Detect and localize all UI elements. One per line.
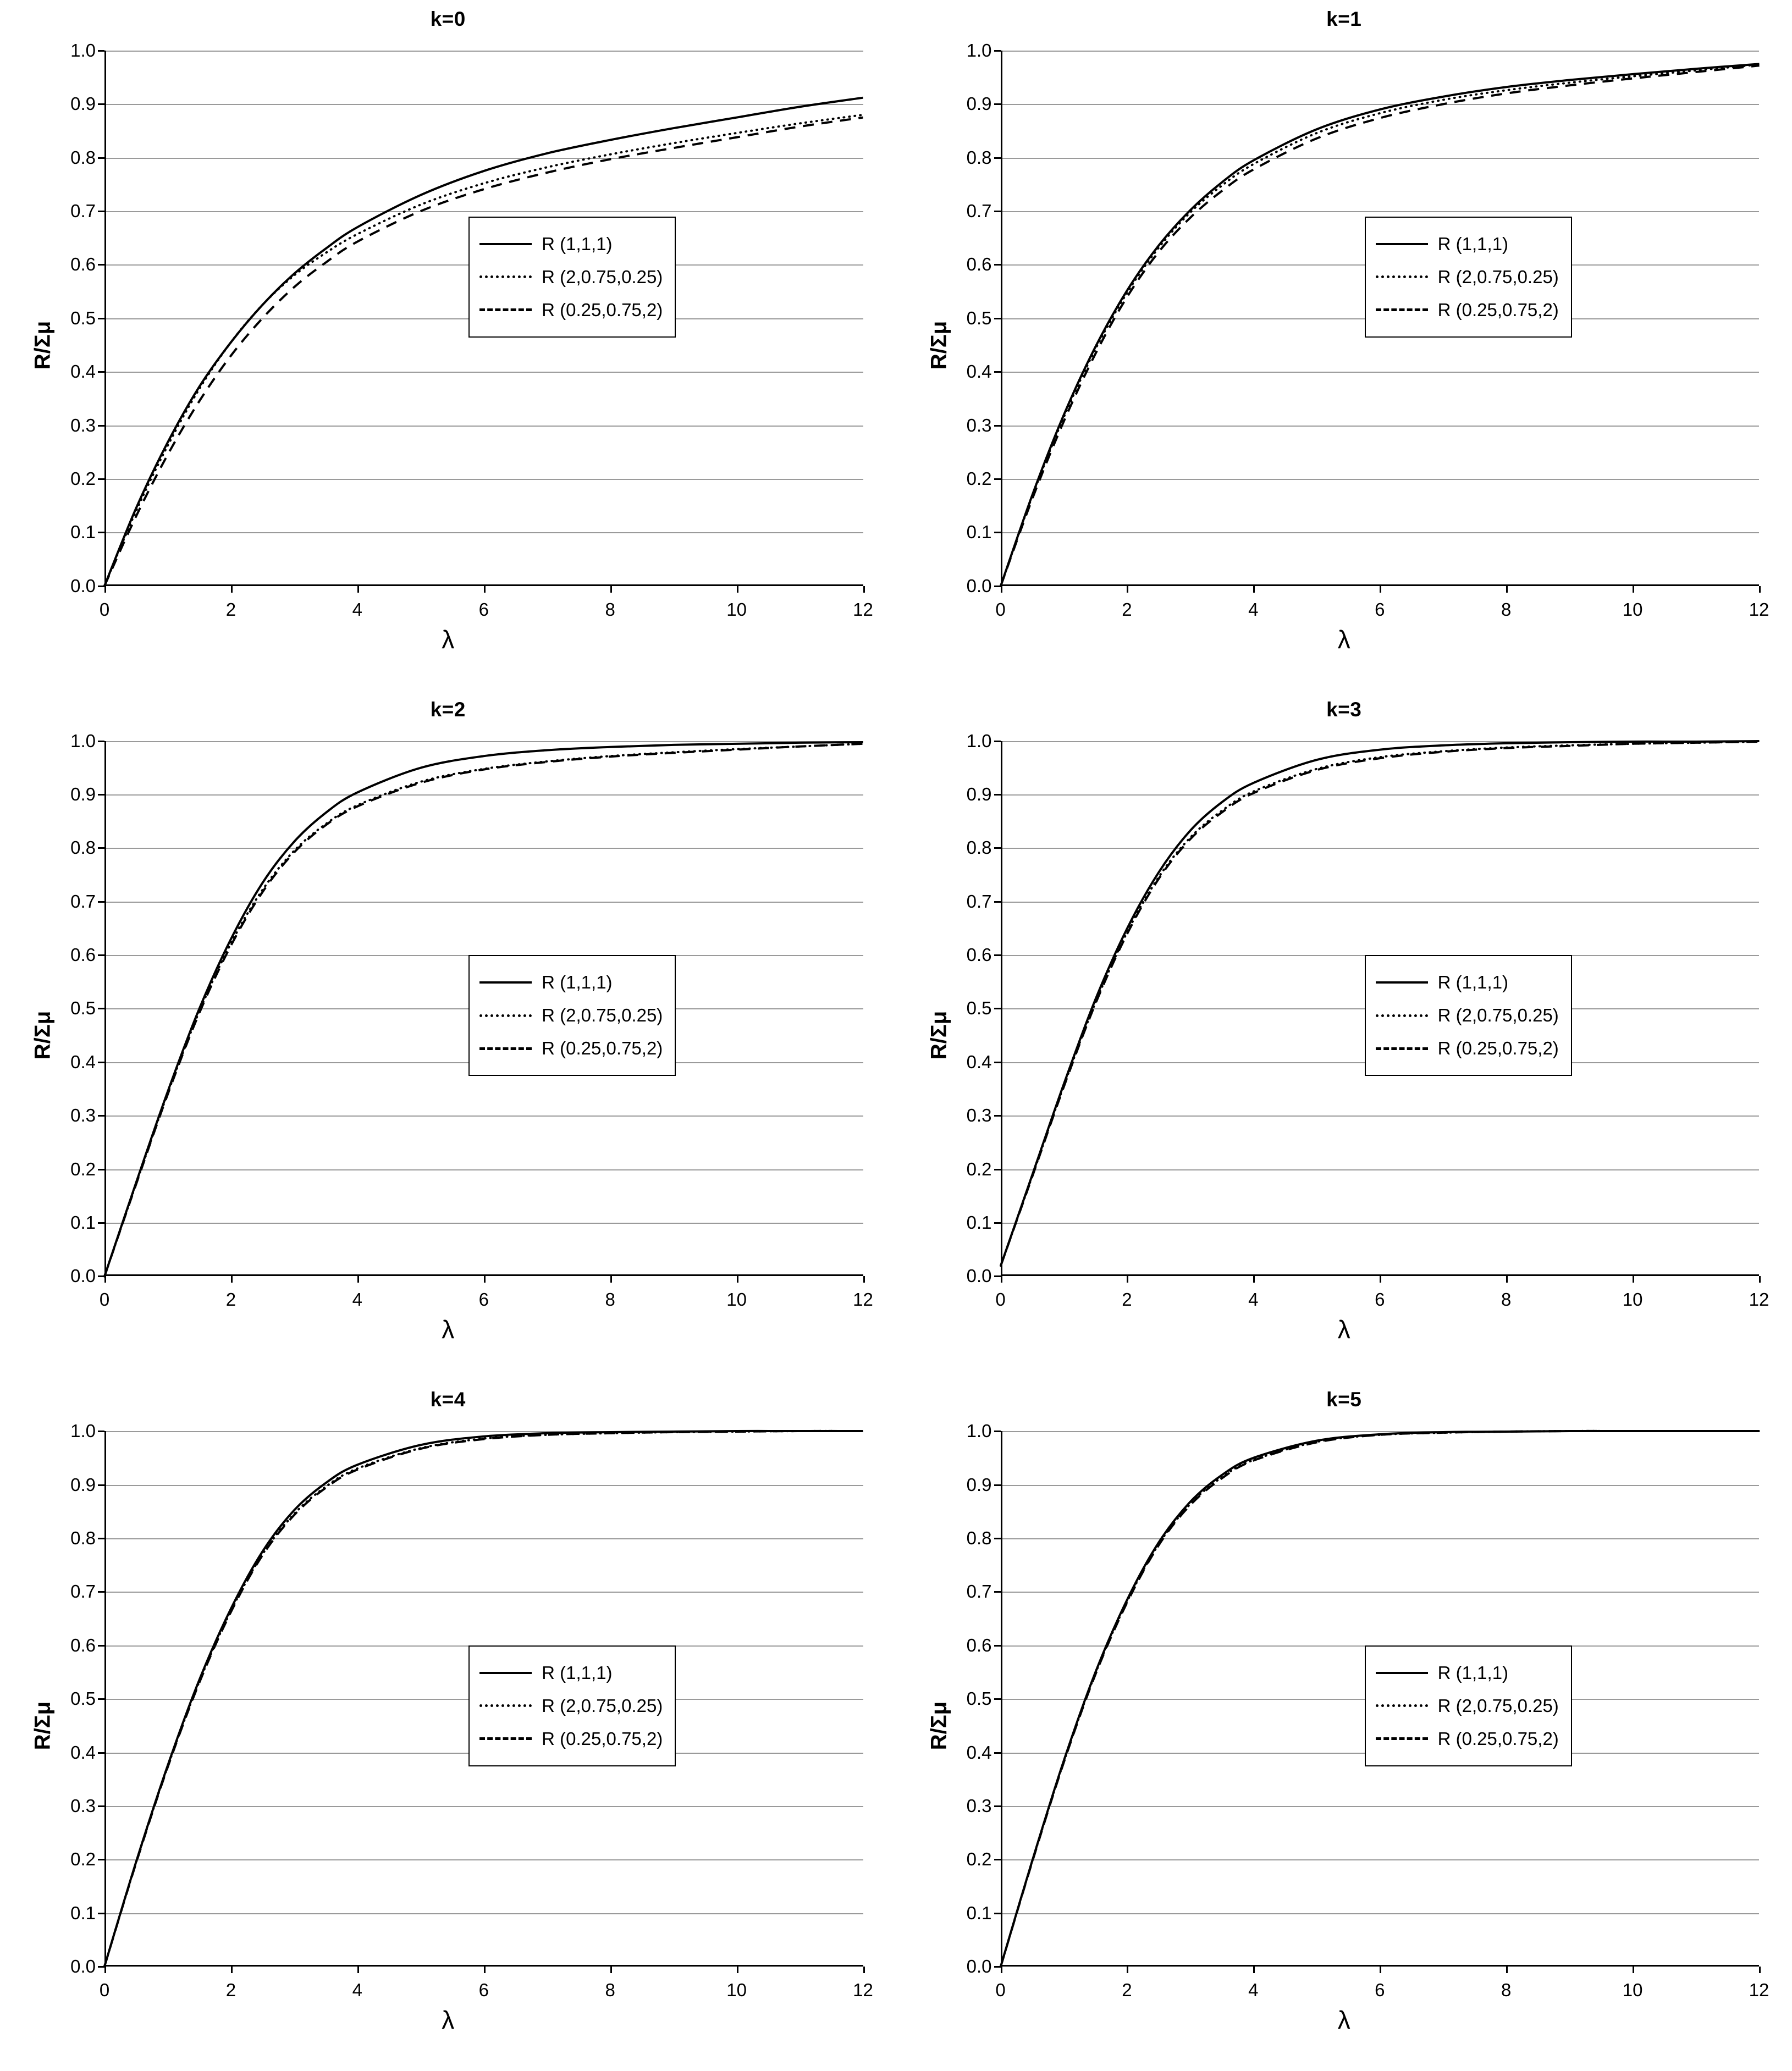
x-tick-mark xyxy=(863,1967,865,1973)
x-tick-label: 12 xyxy=(1749,1979,1769,2000)
x-tick-label: 0 xyxy=(99,599,110,620)
series-line xyxy=(104,115,863,586)
y-tick-mark xyxy=(98,1859,104,1860)
x-tick-mark xyxy=(1127,1276,1128,1283)
x-tick-mark xyxy=(610,1276,612,1283)
x-tick-label: 8 xyxy=(605,599,615,620)
x-tick-mark xyxy=(1127,586,1128,593)
y-tick-mark xyxy=(98,1752,104,1754)
panel-title: k=4 xyxy=(430,1388,466,1411)
x-tick-mark xyxy=(863,586,865,593)
x-axis-label: λ xyxy=(1337,1315,1350,1344)
y-tick-label: 0.4 xyxy=(70,1051,96,1072)
legend xyxy=(1365,1645,1572,1766)
y-tick-label: 0.3 xyxy=(966,415,992,435)
y-axis-label: R/Σμ xyxy=(30,321,55,370)
x-tick-label: 8 xyxy=(1501,599,1512,620)
y-tick-mark xyxy=(98,103,104,105)
y-tick-label: 0.7 xyxy=(966,1581,992,1602)
plot-area xyxy=(966,730,1769,1310)
y-tick-label: 1.0 xyxy=(70,730,96,751)
y-tick-mark xyxy=(98,371,104,373)
y-tick-label: 0.1 xyxy=(70,1212,96,1233)
legend-line-swatch xyxy=(1376,308,1428,311)
y-tick-mark xyxy=(994,1752,1001,1754)
y-tick-label: 0.5 xyxy=(966,1688,992,1709)
y-axis-label: R/Σμ xyxy=(30,1011,55,1060)
y-tick-label: 0.3 xyxy=(70,415,96,435)
y-tick-label: 0.8 xyxy=(966,1528,992,1549)
y-tick-mark xyxy=(994,1591,1001,1593)
legend-line-swatch xyxy=(479,1014,532,1017)
legend-label: R (2,0.75,0.25) xyxy=(542,1005,663,1026)
y-tick-mark xyxy=(994,1275,1001,1277)
legend-item xyxy=(1376,1032,1559,1065)
legend-label: R (2,0.75,0.25) xyxy=(1437,1695,1559,1716)
y-tick-mark xyxy=(98,1913,104,1914)
y-tick-mark xyxy=(98,157,104,159)
x-tick-label: 12 xyxy=(1749,599,1769,620)
panel-title: k=2 xyxy=(430,698,466,721)
y-tick-mark xyxy=(994,318,1001,319)
chart-panel xyxy=(896,1380,1792,2071)
y-tick-label: 0.3 xyxy=(70,1795,96,1816)
y-tick-mark xyxy=(98,532,104,533)
plot-area xyxy=(70,40,873,620)
legend-line-swatch xyxy=(479,981,532,984)
y-tick-mark xyxy=(98,1698,104,1700)
x-tick-mark xyxy=(357,1967,359,1973)
x-tick-label: 6 xyxy=(1375,1289,1385,1310)
legend-item xyxy=(479,228,663,261)
x-axis-label: λ xyxy=(1337,2005,1350,2034)
x-tick-mark xyxy=(484,1276,486,1283)
x-tick-mark xyxy=(357,1276,359,1283)
x-tick-label: 6 xyxy=(478,1979,489,2000)
y-tick-mark xyxy=(994,1913,1001,1914)
y-tick-label: 0.9 xyxy=(966,1474,992,1495)
y-tick-mark xyxy=(98,1169,104,1170)
y-tick-mark xyxy=(98,1805,104,1807)
legend-item xyxy=(479,1032,663,1065)
legend-item xyxy=(479,1656,663,1689)
y-tick-mark xyxy=(994,901,1001,903)
y-tick-mark xyxy=(98,318,104,319)
series-line xyxy=(104,98,863,586)
x-tick-label: 0 xyxy=(99,1289,110,1310)
chart-panel xyxy=(0,0,896,691)
x-tick-mark xyxy=(1253,1967,1255,1973)
y-tick-mark xyxy=(994,1698,1001,1700)
y-tick-mark xyxy=(98,1062,104,1063)
legend-label: R (0.25,0.75,2) xyxy=(542,1728,663,1749)
y-tick-mark xyxy=(994,1062,1001,1063)
y-tick-label: 0.6 xyxy=(966,254,992,275)
panel-title: k=1 xyxy=(1326,8,1362,30)
x-tick-mark xyxy=(1759,1967,1761,1973)
x-tick-label: 0 xyxy=(995,1979,1006,2000)
y-tick-label: 1.0 xyxy=(70,40,96,60)
y-tick-mark xyxy=(994,103,1001,105)
y-tick-label: 0.0 xyxy=(966,575,992,596)
x-tick-mark xyxy=(1633,586,1634,593)
x-tick-mark xyxy=(231,586,233,593)
y-tick-label: 0.2 xyxy=(966,1849,992,1870)
y-tick-label: 0.2 xyxy=(966,1158,992,1179)
y-tick-label: 0.0 xyxy=(966,1956,992,1976)
legend-line-swatch xyxy=(1376,243,1428,245)
x-tick-label: 4 xyxy=(352,599,363,620)
x-axis-label: λ xyxy=(442,625,455,654)
x-tick-label: 10 xyxy=(1622,1289,1643,1310)
x-axis-label: λ xyxy=(442,1315,455,1344)
y-tick-mark xyxy=(98,1645,104,1647)
x-tick-mark xyxy=(863,1276,865,1283)
y-tick-label: 0.5 xyxy=(966,307,992,328)
legend-label: R (1,1,1) xyxy=(1437,1662,1509,1683)
y-tick-label: 0.2 xyxy=(70,1158,96,1179)
y-axis-label: R/Σμ xyxy=(927,321,951,370)
x-tick-mark xyxy=(231,1967,233,1973)
y-tick-label: 0.1 xyxy=(966,522,992,543)
legend-label: R (2,0.75,0.25) xyxy=(1437,1005,1559,1026)
x-tick-label: 0 xyxy=(995,1289,1006,1310)
legend-label: R (0.25,0.75,2) xyxy=(1437,299,1559,320)
y-tick-label: 0.3 xyxy=(966,1795,992,1816)
x-tick-label: 12 xyxy=(853,1289,873,1310)
y-tick-mark xyxy=(994,1859,1001,1860)
x-tick-mark xyxy=(610,1967,612,1973)
x-tick-label: 8 xyxy=(1501,1289,1512,1310)
panel-title: k=0 xyxy=(430,8,466,30)
x-tick-mark xyxy=(737,1276,738,1283)
y-tick-label: 0.9 xyxy=(70,93,96,114)
legend xyxy=(468,217,676,338)
y-tick-mark xyxy=(994,847,1001,849)
series-line xyxy=(104,118,863,586)
y-tick-mark xyxy=(994,954,1001,956)
y-tick-label: 0.5 xyxy=(70,1688,96,1709)
y-tick-label: 0.7 xyxy=(70,201,96,222)
legend-item xyxy=(1376,261,1559,294)
y-tick-label: 1.0 xyxy=(70,1421,96,1442)
x-tick-label: 12 xyxy=(1749,1289,1769,1310)
y-tick-label: 1.0 xyxy=(966,40,992,60)
legend-item xyxy=(1376,228,1559,261)
y-tick-label: 0.4 xyxy=(70,361,96,382)
y-tick-mark xyxy=(994,794,1001,796)
legend-label: R (1,1,1) xyxy=(1437,972,1509,993)
y-tick-label: 0.9 xyxy=(70,1474,96,1495)
x-tick-label: 4 xyxy=(352,1979,363,2000)
y-tick-label: 0.0 xyxy=(966,1266,992,1286)
x-tick-label: 6 xyxy=(478,1289,489,1310)
y-tick-label: 0.8 xyxy=(70,837,96,858)
y-tick-label: 0.1 xyxy=(70,1902,96,1923)
y-tick-label: 0.0 xyxy=(70,1266,96,1286)
y-tick-mark xyxy=(994,264,1001,266)
legend-line-swatch xyxy=(1376,1014,1428,1017)
chart-panel xyxy=(896,0,1792,691)
y-tick-label: 0.2 xyxy=(70,1849,96,1870)
legend-line-swatch xyxy=(1376,1737,1428,1740)
x-tick-mark xyxy=(231,1276,233,1283)
y-tick-label: 0.0 xyxy=(70,1956,96,1976)
legend-line-swatch xyxy=(479,1672,532,1674)
y-tick-mark xyxy=(994,50,1001,52)
x-tick-label: 6 xyxy=(1375,599,1385,620)
y-tick-label: 0.8 xyxy=(966,147,992,168)
x-tick-mark xyxy=(1380,586,1381,593)
x-tick-mark xyxy=(610,586,612,593)
y-axis-label: R/Σμ xyxy=(927,1011,951,1060)
x-tick-mark xyxy=(484,1967,486,1973)
legend-line-swatch xyxy=(479,243,532,245)
x-tick-mark xyxy=(357,586,359,593)
x-tick-mark xyxy=(484,586,486,593)
y-tick-label: 0.8 xyxy=(70,1528,96,1549)
y-tick-mark xyxy=(994,425,1001,427)
legend-label: R (1,1,1) xyxy=(542,972,613,993)
y-tick-label: 0.5 xyxy=(70,998,96,1019)
x-tick-label: 4 xyxy=(1248,1289,1259,1310)
y-tick-label: 0.1 xyxy=(966,1212,992,1233)
legend-label: R (0.25,0.75,2) xyxy=(542,1038,663,1059)
plot-area xyxy=(70,1421,873,2000)
x-tick-mark xyxy=(1253,586,1255,593)
y-tick-mark xyxy=(98,794,104,796)
x-tick-label: 2 xyxy=(225,1979,236,2000)
y-tick-mark xyxy=(994,1431,1001,1432)
y-tick-label: 0.1 xyxy=(70,522,96,543)
x-tick-label: 0 xyxy=(99,1979,110,2000)
y-tick-mark xyxy=(994,157,1001,159)
y-axis-label: R/Σμ xyxy=(30,1701,55,1750)
chart-panel xyxy=(0,1380,896,2071)
x-tick-label: 0 xyxy=(995,599,1006,620)
y-tick-label: 0.9 xyxy=(70,784,96,805)
legend-label: R (2,0.75,0.25) xyxy=(542,266,663,287)
y-tick-mark xyxy=(98,1008,104,1009)
legend-item xyxy=(1376,1689,1559,1722)
x-tick-label: 10 xyxy=(726,1289,747,1310)
x-tick-label: 8 xyxy=(605,1289,615,1310)
x-tick-label: 2 xyxy=(1122,1289,1132,1310)
y-tick-label: 0.4 xyxy=(966,1742,992,1763)
x-tick-label: 4 xyxy=(1248,599,1259,620)
x-tick-label: 4 xyxy=(1248,1979,1259,2000)
y-tick-label: 0.5 xyxy=(966,998,992,1019)
y-tick-label: 0.6 xyxy=(966,945,992,965)
legend-line-swatch xyxy=(1376,1672,1428,1674)
y-tick-label: 0.7 xyxy=(70,891,96,912)
y-tick-label: 0.1 xyxy=(966,1902,992,1923)
x-tick-label: 10 xyxy=(726,1979,747,2000)
y-tick-mark xyxy=(98,901,104,903)
x-tick-label: 6 xyxy=(1375,1979,1385,2000)
y-tick-mark xyxy=(98,741,104,742)
y-tick-label: 0.2 xyxy=(966,468,992,489)
x-tick-label: 8 xyxy=(605,1979,615,2000)
y-tick-label: 0.4 xyxy=(966,1051,992,1072)
x-tick-mark xyxy=(1380,1276,1381,1283)
y-tick-mark xyxy=(98,1538,104,1539)
x-tick-mark xyxy=(737,586,738,593)
y-tick-mark xyxy=(98,1115,104,1117)
x-tick-mark xyxy=(1506,1967,1508,1973)
y-tick-label: 0.3 xyxy=(966,1105,992,1126)
y-tick-mark xyxy=(994,211,1001,212)
legend-label: R (1,1,1) xyxy=(542,1662,613,1683)
x-tick-label: 2 xyxy=(1122,599,1132,620)
y-tick-mark xyxy=(994,1805,1001,1807)
legend-label: R (1,1,1) xyxy=(1437,233,1509,254)
y-tick-label: 0.6 xyxy=(966,1634,992,1655)
x-tick-mark xyxy=(1759,586,1761,593)
legend-line-swatch xyxy=(479,308,532,311)
y-tick-label: 0.4 xyxy=(966,361,992,382)
y-tick-mark xyxy=(98,847,104,849)
y-tick-label: 0.7 xyxy=(966,201,992,222)
y-tick-mark xyxy=(98,1222,104,1224)
y-tick-label: 0.3 xyxy=(70,1105,96,1126)
legend-line-swatch xyxy=(1376,1704,1428,1707)
x-tick-mark xyxy=(1001,1276,1002,1283)
y-tick-mark xyxy=(98,50,104,52)
y-tick-label: 0.6 xyxy=(70,945,96,965)
legend-line-swatch xyxy=(1376,275,1428,278)
y-tick-label: 1.0 xyxy=(966,1421,992,1442)
x-tick-label: 6 xyxy=(478,599,489,620)
x-tick-label: 10 xyxy=(726,599,747,620)
y-tick-mark xyxy=(994,1169,1001,1170)
legend-item xyxy=(1376,294,1559,327)
y-tick-mark xyxy=(98,1591,104,1593)
y-tick-mark xyxy=(994,1538,1001,1539)
legend-label: R (2,0.75,0.25) xyxy=(1437,266,1559,287)
x-tick-mark xyxy=(1506,586,1508,593)
y-tick-mark xyxy=(98,1431,104,1432)
y-tick-label: 0.7 xyxy=(966,891,992,912)
y-tick-label: 1.0 xyxy=(966,730,992,751)
y-tick-mark xyxy=(98,954,104,956)
x-tick-label: 2 xyxy=(225,1289,236,1310)
x-tick-label: 8 xyxy=(1501,1979,1512,2000)
y-tick-mark xyxy=(98,478,104,480)
x-tick-mark xyxy=(1633,1276,1634,1283)
legend-item xyxy=(479,261,663,294)
y-tick-label: 0.6 xyxy=(70,254,96,275)
legend-line-swatch xyxy=(479,1737,532,1740)
y-tick-mark xyxy=(98,425,104,427)
legend-label: R (0.25,0.75,2) xyxy=(542,299,663,320)
legend xyxy=(1365,955,1572,1076)
legend-item xyxy=(1376,966,1559,999)
y-tick-label: 0.8 xyxy=(966,837,992,858)
y-tick-label: 0.9 xyxy=(966,784,992,805)
legend-label: R (1,1,1) xyxy=(542,233,613,254)
x-tick-label: 10 xyxy=(1622,599,1643,620)
y-tick-label: 0.0 xyxy=(70,575,96,596)
legend-line-swatch xyxy=(1376,1047,1428,1050)
y-tick-mark xyxy=(994,1645,1001,1647)
legend-item xyxy=(479,999,663,1032)
y-tick-mark xyxy=(994,1484,1001,1486)
y-tick-label: 0.4 xyxy=(70,1742,96,1763)
y-tick-mark xyxy=(994,1222,1001,1224)
x-tick-mark xyxy=(1506,1276,1508,1283)
legend-label: R (2,0.75,0.25) xyxy=(542,1695,663,1716)
x-tick-mark xyxy=(737,1967,738,1973)
legend-line-swatch xyxy=(479,1047,532,1050)
plot-area xyxy=(70,730,873,1310)
legend-item xyxy=(479,294,663,327)
x-tick-mark xyxy=(1380,1967,1381,1973)
x-tick-mark xyxy=(1633,1967,1634,1973)
y-tick-mark xyxy=(994,741,1001,742)
legend-item xyxy=(1376,1656,1559,1689)
legend-item xyxy=(479,1722,663,1755)
y-tick-label: 0.2 xyxy=(70,468,96,489)
y-tick-mark xyxy=(994,478,1001,480)
x-tick-label: 12 xyxy=(853,599,873,620)
x-tick-mark xyxy=(1127,1967,1128,1973)
y-tick-mark xyxy=(98,1484,104,1486)
y-tick-label: 0.6 xyxy=(70,1634,96,1655)
legend-line-swatch xyxy=(479,1704,532,1707)
x-tick-mark xyxy=(1253,1276,1255,1283)
legend-item xyxy=(1376,1722,1559,1755)
legend-item xyxy=(1376,999,1559,1032)
y-tick-mark xyxy=(98,264,104,266)
y-tick-mark xyxy=(98,211,104,212)
x-axis-label: λ xyxy=(1337,625,1350,654)
y-tick-mark xyxy=(994,1008,1001,1009)
legend-label: R (0.25,0.75,2) xyxy=(1437,1038,1559,1059)
x-tick-label: 10 xyxy=(1622,1979,1643,2000)
y-tick-label: 0.7 xyxy=(70,1581,96,1602)
x-tick-label: 4 xyxy=(352,1289,363,1310)
legend-item xyxy=(479,1689,663,1722)
y-axis-label: R/Σμ xyxy=(927,1701,951,1750)
y-tick-label: 0.9 xyxy=(966,93,992,114)
legend-label: R (0.25,0.75,2) xyxy=(1437,1728,1559,1749)
y-tick-label: 0.8 xyxy=(70,147,96,168)
panel-title: k=3 xyxy=(1326,698,1362,721)
legend xyxy=(1365,217,1572,338)
plot-area xyxy=(966,40,1769,620)
x-tick-label: 2 xyxy=(1122,1979,1132,2000)
x-tick-label: 12 xyxy=(853,1979,873,2000)
legend-line-swatch xyxy=(479,275,532,278)
x-axis-label: λ xyxy=(442,2005,455,2034)
y-tick-mark xyxy=(994,371,1001,373)
y-tick-mark xyxy=(994,1115,1001,1117)
legend xyxy=(468,955,676,1076)
legend-item xyxy=(479,966,663,999)
y-tick-mark xyxy=(994,532,1001,533)
y-tick-label: 0.5 xyxy=(70,307,96,328)
x-tick-label: 2 xyxy=(225,599,236,620)
panel-title: k=5 xyxy=(1326,1388,1362,1411)
chart-panel xyxy=(896,691,1792,1381)
legend-line-swatch xyxy=(1376,981,1428,984)
plot-area xyxy=(966,1421,1769,2000)
x-tick-mark xyxy=(1759,1276,1761,1283)
chart-panel xyxy=(0,691,896,1381)
legend xyxy=(468,1645,676,1766)
